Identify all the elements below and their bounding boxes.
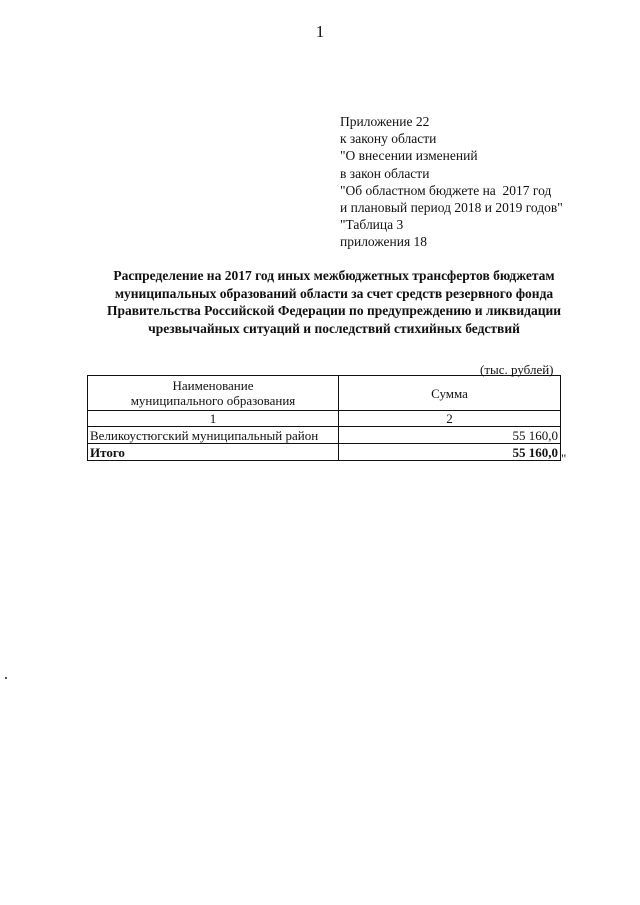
closing-quote: " [561,451,567,466]
column-number: 1 [88,411,339,427]
appendix-line: в закон области [340,165,430,181]
total-value: 55 160,0 [339,444,561,461]
appendix-line: "Таблица 3 [340,217,404,233]
document-title [84,267,584,337]
appendix-line: "Об областном бюджете на 2017 год [340,182,552,198]
table-header-row [88,376,561,411]
column-number: 2 [339,411,561,427]
title-line: Правительства Российской Федерации по предупреждению и ликвидации [106,303,562,319]
header-name-line: Наименование [172,378,254,393]
scan-speck [5,677,7,679]
appendix-line: "О внесении изменений [340,148,478,164]
units-label: (тыс. рублей) [480,362,554,377]
title-line: Распределение на 2017 год иных межбюджетных трансфертов бюджетам [113,268,555,283]
header-sum-cell: Сумма [339,376,561,411]
appendix-reference [340,113,563,251]
appendix-line: приложения 18 [340,234,428,250]
page-number: 1 [315,22,325,41]
title-line: чрезвычайных ситуаций и последствий стихийных бедствий [148,320,520,336]
header-name-cell [88,376,339,411]
municipality-name: Великоустюгский муниципальный район [88,427,339,444]
distribution-table [87,375,561,461]
table-row [88,427,561,444]
appendix-line: Приложение 22 [340,114,430,129]
header-name-line: муниципального образования [130,393,296,408]
total-label: Итого [88,444,339,461]
amount-value: 55 160,0 [339,427,561,444]
total-row [88,444,561,461]
appendix-line: и плановый период 2018 и 2019 годов" [340,200,563,216]
title-line: муниципальных образований области за счет средств резервного фонда [114,285,554,301]
column-number-row [88,411,561,427]
appendix-line: к закону области [340,131,437,147]
